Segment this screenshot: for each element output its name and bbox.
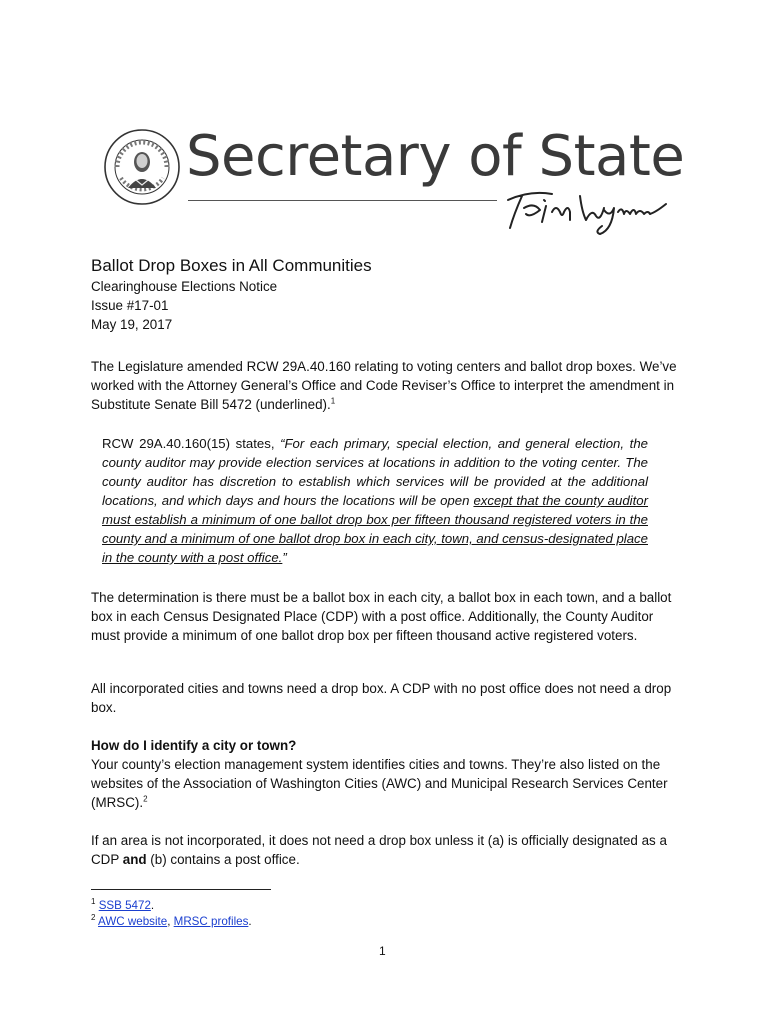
footnote-2 [91, 914, 252, 930]
notice-date: May 19, 2017 [91, 317, 173, 332]
quote-lead: RCW 29A.40.160(15) states, [102, 436, 281, 451]
intro-text: The Legislature amended RCW 29A.40.160 relating to voting centers and ballot drop boxes. We’ve worked with the Attorney General’s Office and Code Reviser’s Office to interpret the amendment in Substitute Senate Bill 5472 (underlined). [91, 359, 677, 412]
footnote-1 [91, 898, 154, 914]
quote-closing: ” [282, 550, 287, 565]
notice-issue: Issue #17-01 [91, 298, 169, 313]
rcw-quote [102, 434, 648, 567]
mrsc-profiles-link[interactable]: MRSC profiles [173, 915, 249, 928]
notice-subtitle: Clearinghouse Elections Notice [91, 279, 278, 294]
footnote-2-period: . [248, 915, 252, 928]
signature-icon [500, 178, 670, 236]
intro-paragraph [91, 357, 681, 414]
footnote-1-period: . [150, 899, 155, 912]
notice-title: Ballot Drop Boxes in All Communities [91, 256, 372, 275]
footnote-rule [91, 889, 271, 890]
unincorporated-text-b: (b) contains a post office. [146, 852, 300, 867]
footnote-ref-2[interactable]: 2 [143, 794, 148, 804]
quote-underlined: except that the county auditor must establish a minimum of one ballot drop box per fifteen thousand registered voters in the county and a minimum of one ballot drop box in each city, town, and census-designated place in the county with a post office. [102, 493, 649, 565]
incorporated-paragraph: All incorporated cities and towns need a drop box. A CDP with no post office does not need a drop box. [91, 681, 672, 715]
identify-text: Your county’s election management system identifies cities and towns. They’re also listed on the websites of the Association of Washington Cities (AWC) and Municipal Research Services Center (MRSC). [91, 757, 668, 810]
ssb-5472-link[interactable]: SSB 5472 [98, 899, 151, 912]
section-heading: How do I identify a city or town? [91, 738, 297, 753]
footnote-ref-1[interactable]: 1 [330, 396, 336, 406]
determination-paragraph: The determination is there must be a ballot box in each city, a ballot box in each town, and a ballot box in each Census Designated Place (CDP) with a post office. Additionally, the County Auditor must provide a minimum of one ballot drop box per fifteen thousand active registered voters. [91, 590, 672, 643]
awc-website-link[interactable]: AWC website [98, 915, 168, 928]
washington-state-seal-icon [103, 128, 181, 206]
header-rule [188, 200, 497, 201]
unincorporated-text-a: If an area is not incorporated, it does not need a drop box unless it (a) is officially designated as a CDP [91, 833, 667, 867]
footnote-2-separator: , [167, 915, 174, 928]
page-number: 1 [379, 944, 386, 958]
footnote-2-number: 2 [91, 913, 96, 923]
unincorporated-paragraph [91, 831, 681, 869]
brand-title: Secretary of State [186, 124, 685, 189]
identify-paragraph [91, 755, 681, 812]
footnote-1-number: 1 [91, 897, 96, 907]
quote-italic: “For each primary, special election, and general election, the county auditor may provide election services at locations in addition to the voting center. The county auditor has discretion to establish which services will be provided at the additional locations, and which days and hours the locations will be open [102, 436, 649, 508]
unincorporated-bold: and [122, 852, 147, 867]
